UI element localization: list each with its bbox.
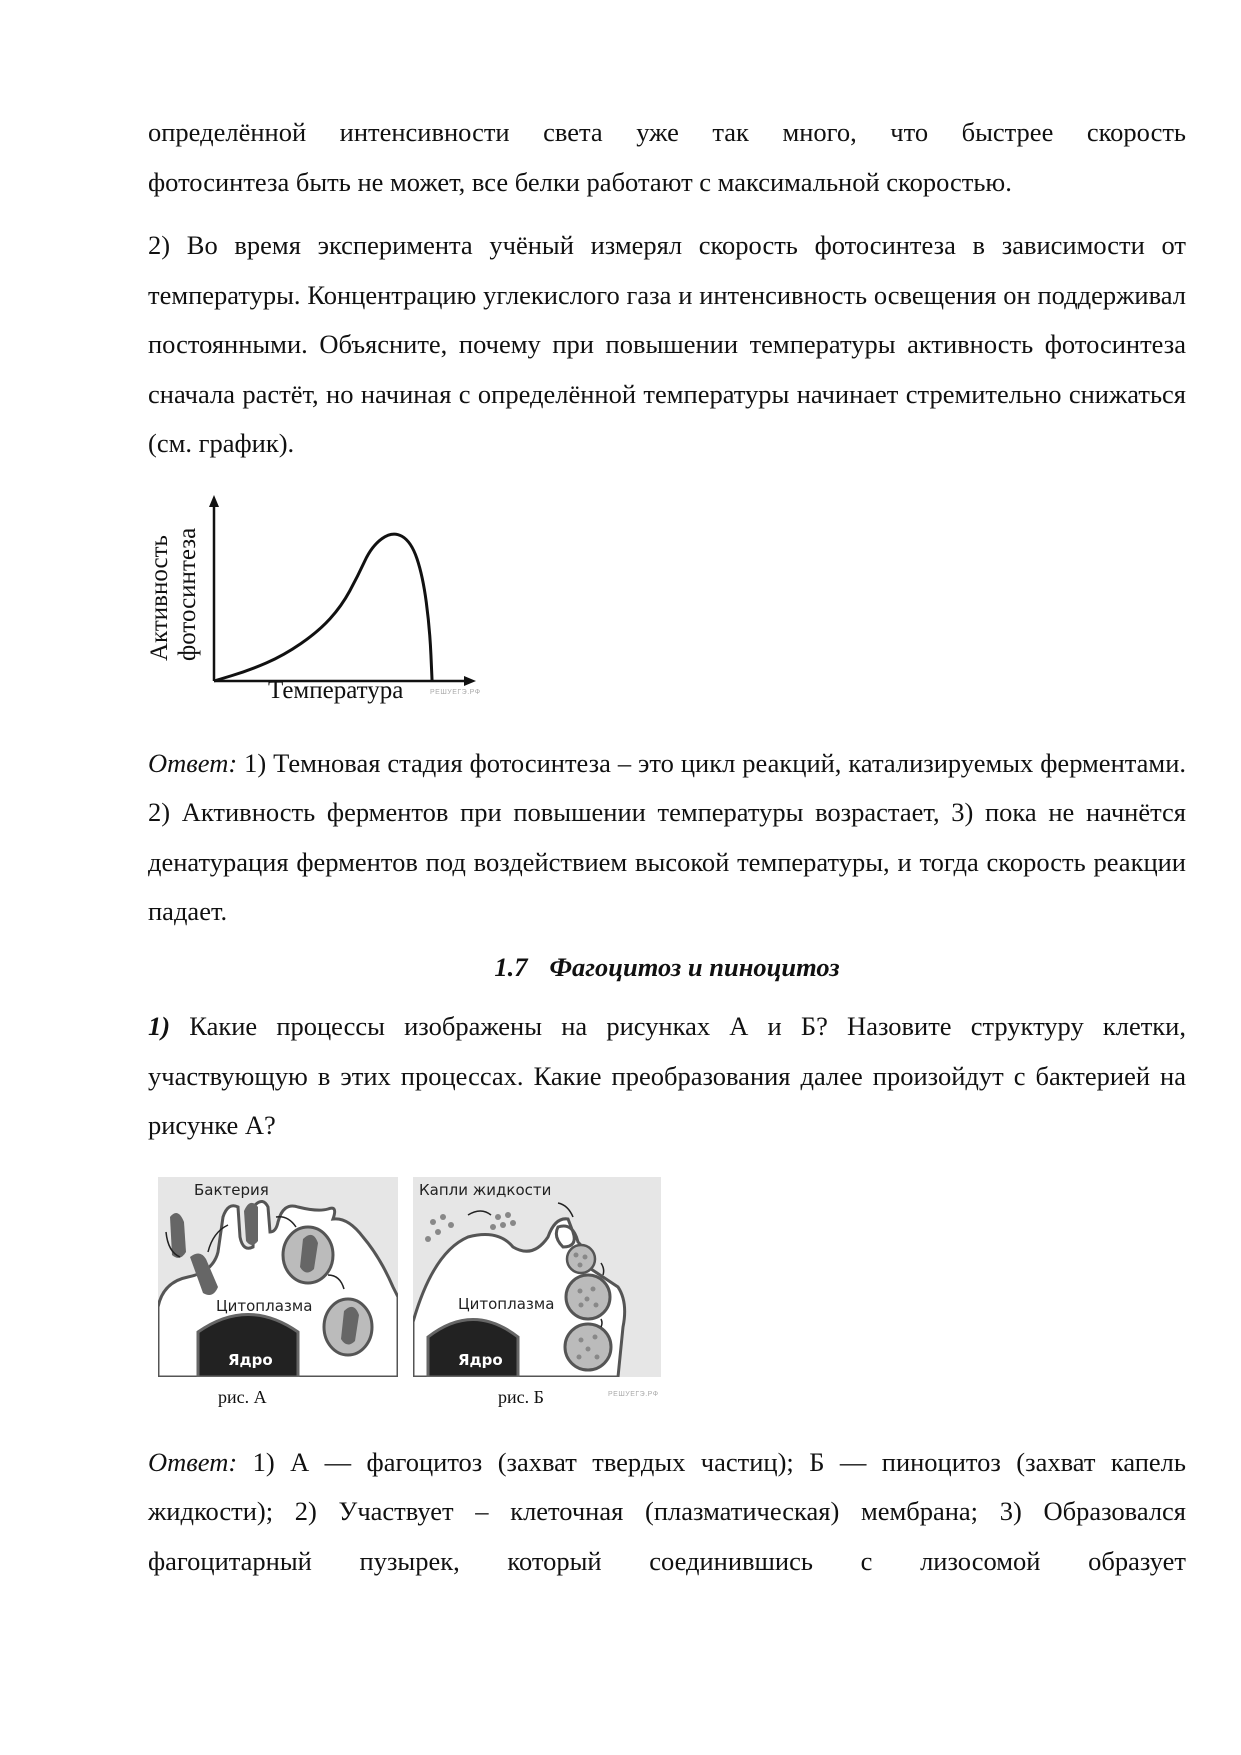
arrow-icon: [468, 1211, 491, 1215]
y-axis-label: [142, 495, 212, 675]
figure-a-phagocytosis: [158, 1177, 398, 1377]
answer-2: [148, 739, 1186, 937]
section-title: Фагоцитоз и пиноцитоз: [549, 951, 840, 982]
figure-b-cytoplasm-label: Цитоплазма: [458, 1294, 555, 1313]
paragraph-top-line1: определённой интенсивности света уже так много, что быстрее скорость: [148, 117, 1186, 147]
answer-2-label: Ответ:: [148, 747, 238, 778]
y-axis-label-line2: фотосинтеза: [174, 527, 201, 661]
graph-watermark: РЕШУЕГЭ.РФ: [430, 688, 481, 696]
answer-1-line3: фагоцитарный пузырек, который соединившись с лизосомой образует: [148, 1545, 1186, 1576]
arrow-icon: [558, 1203, 573, 1217]
answer-1-line1-text: 1) А — фагоцитоз (захват твердых частиц); Б — пиноцитоз (захват капель: [237, 1446, 1186, 1477]
question-2-text: 2) Во время эксперимента учёный измерял скорость фотосинтеза в зависимости от температуры. Концентрацию углекислого газа и интенсивность освещения он поддерживал постоянными. Объясните, почему при повышении температуры активность фотосинтеза сначала растёт, но начиная с определённой температуры начинает стремительно снижаться (см. график).: [148, 230, 1186, 458]
activity-curve: [214, 534, 432, 681]
figure-a-bacterium-label: Бактерия: [194, 1180, 269, 1199]
figure-b-droplets-label: Капли жидкости: [419, 1180, 552, 1199]
bacterium-3: [244, 1202, 258, 1244]
temperature-photosynthesis-graph: [146, 491, 481, 721]
arrow-icon: [601, 1263, 604, 1275]
section-number: 1.7: [494, 951, 528, 982]
figure-a-nucleus-label: Ядро: [228, 1350, 273, 1369]
answer-2-text: 1) Темновая стадия фотосинтеза – это цикл реакций, катализируемых ферментами. 2) Активность ферментов при повышении температуры возрастает, 3) пока не начнётся денатурация ферментов под воздействием высокой температуры, и тогда скорость реакции падает.: [148, 747, 1186, 926]
section-heading: [148, 943, 1186, 993]
cell-figures: [158, 1177, 678, 1412]
figure-b-pinocytosis: [413, 1177, 661, 1377]
answer-1-line1: [148, 1438, 1186, 1488]
paragraph-top-line2: фотосинтеза быть не может, все белки работают с максимальной скоростью.: [148, 166, 1012, 197]
answer-1-label: Ответ:: [148, 1446, 238, 1477]
figure-b-nucleus-label: Ядро: [458, 1350, 503, 1369]
document-page: [148, 108, 1186, 1586]
answer-1-line2: жидкости); 2) Участвует – клеточная (плазматическая) мембрана; 3) Образовался: [148, 1496, 1186, 1526]
figure-a-caption: рис. А: [218, 1386, 267, 1407]
question-1-text: Какие процессы изображены на рисунках А и Б? Назовите структуру клетки, участвующую в этих процессах. Какие преобразования далее произойдут с бактерией на рисунке А?: [148, 1011, 1186, 1140]
y-axis-label-line1: Активность: [146, 534, 173, 661]
figures-watermark: РЕШУЕГЭ.РФ: [608, 1390, 659, 1398]
question-1: [148, 1002, 1186, 1151]
figure-b-drawing: [413, 1177, 661, 1377]
figure-a-drawing: [158, 1177, 398, 1377]
figure-b-caption: рис. Б: [498, 1386, 544, 1407]
figure-a-cytoplasm-label: Цитоплазма: [216, 1296, 313, 1315]
x-axis-arrow: [464, 676, 476, 686]
vesicle-forming: [567, 1245, 595, 1273]
question-1-number: 1): [148, 1011, 171, 1041]
x-axis-label: Температура: [268, 676, 404, 704]
